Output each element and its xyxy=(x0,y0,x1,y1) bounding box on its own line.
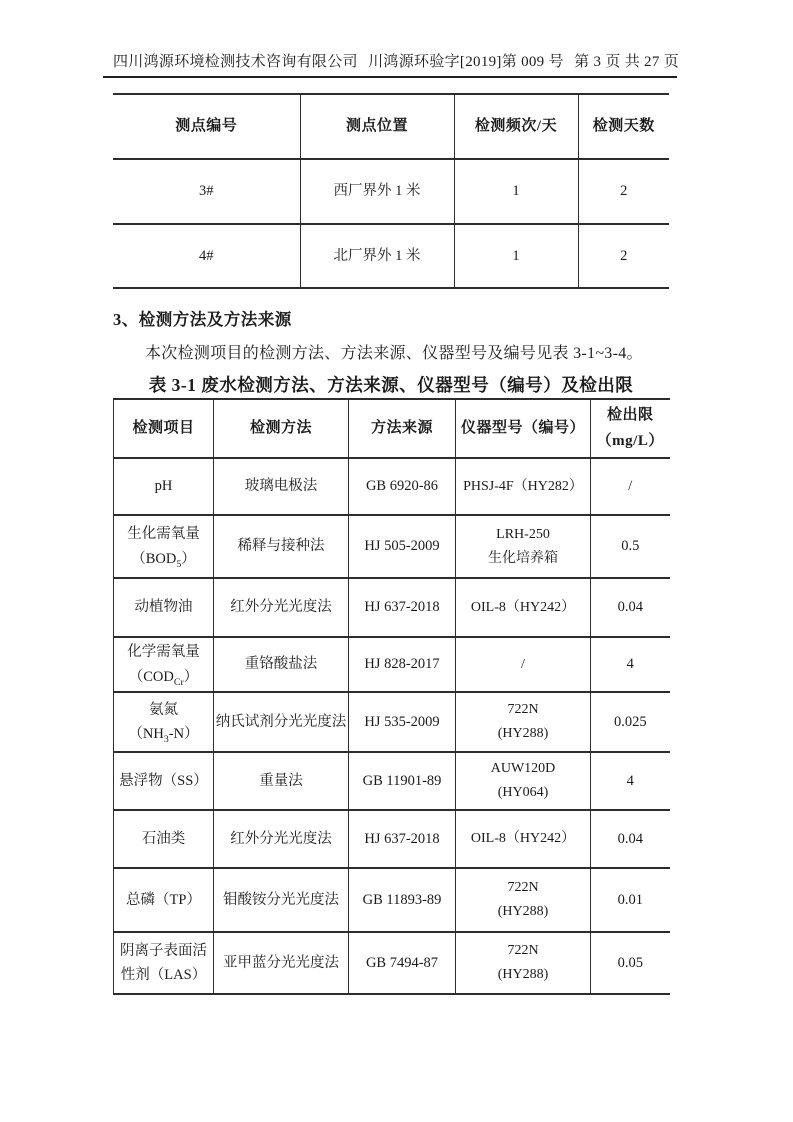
page-indicator: 第 3 页 共 27 页 xyxy=(574,54,679,70)
cell-detection-limit: 0.01 xyxy=(591,868,670,932)
cell-item: 阴离子表面活性剂（LAS） xyxy=(114,932,214,994)
cell-method: 重铬酸盐法 xyxy=(214,637,349,692)
cell-detection-limit: 0.04 xyxy=(591,578,670,637)
cell-instrument: PHSJ-4F（HY282） xyxy=(456,458,591,515)
cell-instrument: OIL-8（HY242） xyxy=(456,810,591,868)
cell-item: 总磷（TP） xyxy=(114,868,214,932)
table-row xyxy=(113,159,669,224)
cell-detection-limit: 4 xyxy=(591,637,670,692)
cell-instrument: 722N (HY288) xyxy=(456,868,591,932)
column-header-point-location: 测点位置 xyxy=(300,94,454,159)
cell-detection-limit: 4 xyxy=(591,752,670,810)
table-3-1-title: 表 3-1 废水检测方法、方法来源、仪器型号（编号）及检出限 xyxy=(148,375,634,395)
cell-point-id: 3# xyxy=(199,183,214,200)
cell-method-source: HJ 637-2018 xyxy=(349,578,456,637)
cell-method-source: HJ 535-2009 xyxy=(349,692,456,752)
table-row xyxy=(114,932,670,994)
wastewater-methods-table xyxy=(113,398,670,995)
cell-method-source: GB 11893-89 xyxy=(349,868,456,932)
cell-item: 生化需氧量 $(BOD_5)$ xyxy=(114,515,214,578)
table-row xyxy=(113,224,669,288)
column-header-days: 检测天数 xyxy=(578,94,669,159)
cell-item: 石油类 xyxy=(114,810,214,868)
table-row xyxy=(114,868,670,932)
cell-item: 动植物油 xyxy=(114,578,214,637)
cell-detection-limit: / xyxy=(591,458,670,515)
table-row xyxy=(114,458,670,515)
cell-method: 玻璃电极法 xyxy=(214,458,349,515)
company-name: 四川鸿源环境检测技术咨询有限公司 xyxy=(113,54,358,70)
cell-method: 稀释与接种法 xyxy=(214,515,349,578)
monitoring-points-table xyxy=(113,93,669,289)
cell-item: 化学需氧量 $(COD_{Cr})$ xyxy=(114,637,214,692)
cell-days: 2 xyxy=(578,159,669,224)
cell-item: pH xyxy=(114,458,214,515)
cell-method-source: HJ 637-2018 xyxy=(349,810,456,868)
table-header-row xyxy=(114,399,670,458)
cell-detection-limit: 0.5 xyxy=(591,515,670,578)
cell-method-source: GB 7494-87 xyxy=(349,932,456,994)
table-row xyxy=(114,515,670,578)
cell-point-location: 北厂界外 1 米 xyxy=(300,224,454,288)
cell-method-source: GB 6920-86 xyxy=(349,458,456,515)
cell-detection-limit: 0.05 xyxy=(591,932,670,994)
cell-method: 纳氏试剂分光光度法 xyxy=(214,692,349,752)
cell-instrument: 722N (HY288) xyxy=(456,692,591,752)
table-row xyxy=(114,692,670,752)
body-paragraph: 本次检测项目的检测方法、方法来源、仪器型号及编号见表 3-1~3-4。 xyxy=(145,345,643,362)
cell-method: 红外分光光度法 xyxy=(214,578,349,637)
column-header-detection-limit: 检出限 （mg/L） xyxy=(591,399,670,458)
cell-method-source: HJ 505-2009 xyxy=(349,515,456,578)
cell-detection-limit: 0.04 xyxy=(591,810,670,868)
column-header-method-source: 方法来源 xyxy=(349,399,456,458)
table-row xyxy=(114,810,670,868)
cell-item: 悬浮物（SS） xyxy=(114,752,214,810)
header-rule xyxy=(103,76,677,78)
cell-method: 红外分光光度法 xyxy=(214,810,349,868)
cell-method: 重量法 xyxy=(214,752,349,810)
cell-method: 亚甲蓝分光光度法 xyxy=(214,932,349,994)
column-header-item: 检测项目 xyxy=(114,399,214,458)
cell-point-id: 4# xyxy=(199,247,214,264)
column-header-point-id: 测点编号 xyxy=(175,117,238,134)
cell-instrument: / xyxy=(456,637,591,692)
table-row xyxy=(114,752,670,810)
cell-method: 钼酸铵分光光度法 xyxy=(214,868,349,932)
column-header-instrument: 仪器型号（编号） xyxy=(456,399,591,458)
cell-item: 氨氮 $(NH_3-N)$ xyxy=(114,692,214,752)
column-header-method: 检测方法 xyxy=(214,399,349,458)
cell-frequency: 1 xyxy=(454,224,578,288)
cell-detection-limit: 0.025 xyxy=(591,692,670,752)
cell-instrument: 722N (HY288) xyxy=(456,932,591,994)
cell-instrument: LRH-250 生化培养箱 xyxy=(456,515,591,578)
table-row xyxy=(114,637,670,692)
cell-instrument: AUW120D (HY064) xyxy=(456,752,591,810)
cell-point-location: 西厂界外 1 米 xyxy=(300,159,454,224)
table-row xyxy=(114,578,670,637)
cell-frequency: 1 xyxy=(454,159,578,224)
table-header-row xyxy=(113,94,669,159)
cell-method-source: HJ 828-2017 xyxy=(349,637,456,692)
document-number: 川鸿源环验字[2019]第 009 号 xyxy=(368,54,564,70)
page-header xyxy=(113,50,679,71)
section-heading: 3、检测方法及方法来源 xyxy=(113,310,292,329)
cell-days: 2 xyxy=(578,224,669,288)
column-header-frequency: 检测频次/天 xyxy=(454,94,578,159)
cell-method-source: GB 11901-89 xyxy=(349,752,456,810)
cell-instrument: OIL-8（HY242） xyxy=(456,578,591,637)
